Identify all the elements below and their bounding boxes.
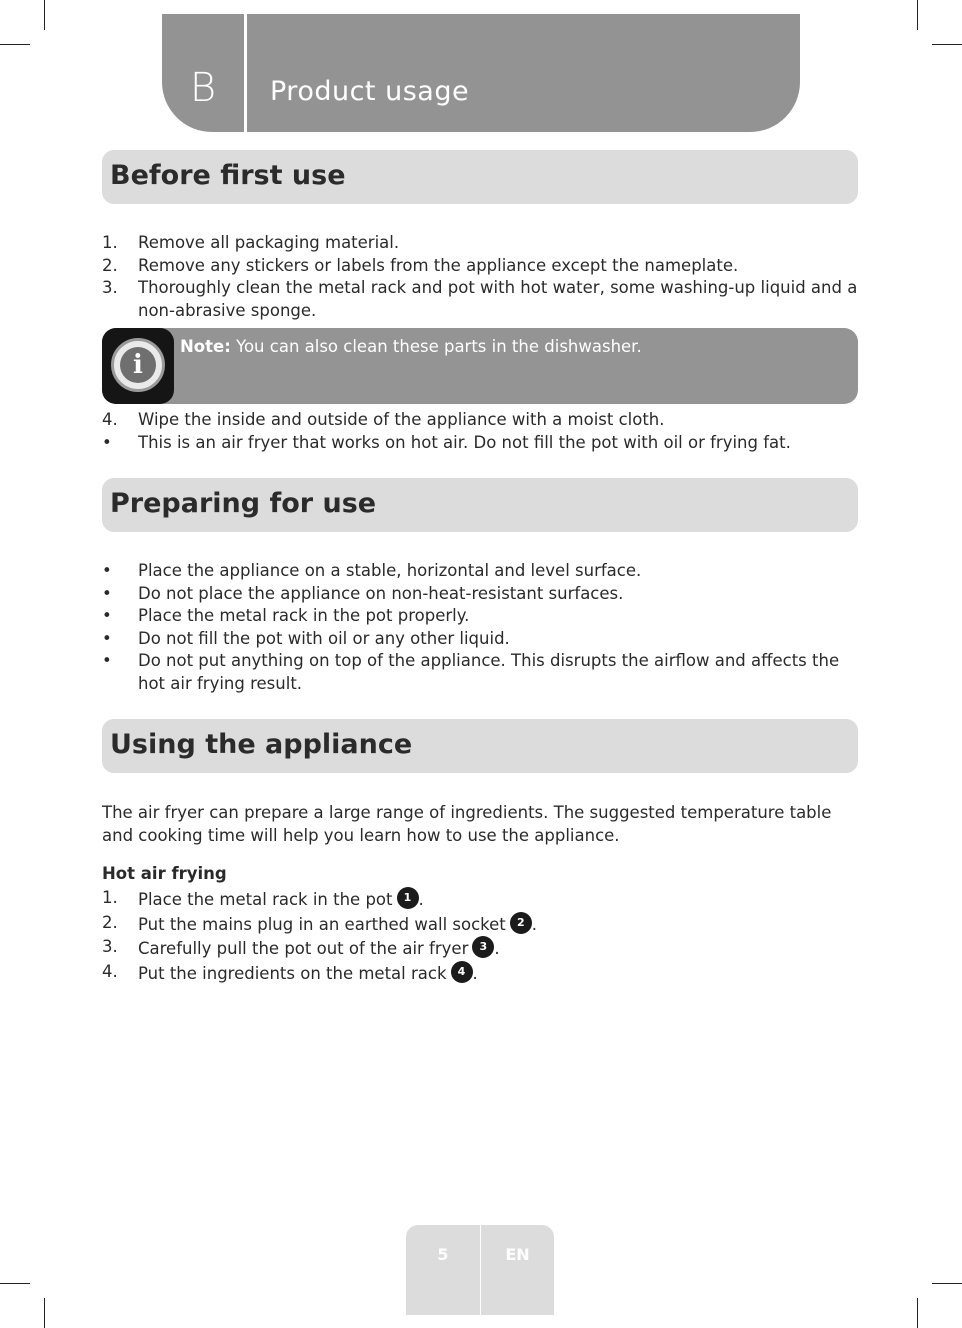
list-text: Put the ingredients on the metal rack [138,963,447,983]
list-item [102,628,862,651]
language-code: EN [481,1225,554,1315]
list-text: Place the appliance on a stable, horizontal and level surface. [138,561,642,580]
chapter-header [162,14,800,132]
list-marker: 2. [102,255,118,275]
list-text: Do not place the appliance on non-heat-resistant surfaces. [138,583,624,603]
crop-mark [917,0,918,30]
list-text: Do not put anything on top of the appliance. This disrupts the airflow and affects the hot air frying result. [138,651,840,693]
list-text: Wipe the inside and outside of the appliance with a moist cloth. [138,410,665,429]
list-item [102,912,862,937]
section-preparing-for-use [102,478,858,532]
list-item [102,936,862,961]
list-item [102,650,862,695]
list-item [102,277,862,322]
list-marker: 3. [102,278,118,297]
crop-mark [917,1298,918,1328]
info-glyph: i [120,347,156,383]
step-badge: 4 [451,961,473,983]
list-marker: • [102,628,112,648]
section-title: Preparing for use [110,488,377,519]
list-text: Put the mains plug in an earthed wall socket [138,914,506,934]
list-marker: 4. [102,961,118,981]
before-first-use-steps-continued [102,409,862,454]
crop-mark [44,0,45,30]
preparing-for-use-list [102,560,862,695]
list-marker: • [102,651,112,670]
step-badge: 2 [510,912,532,934]
list-marker: 3. [102,937,118,956]
note-text [180,337,642,356]
crop-mark [0,1283,30,1284]
list-end: . [418,890,424,909]
list-text: Thoroughly clean the metal rack and pot with hot water, some washing-up liquid and a non-abrasive sponge. [138,278,858,320]
crop-mark [932,1283,962,1284]
list-item [102,961,862,986]
before-first-use-steps [102,232,862,322]
list-text: Remove any stickers or labels from the appliance except the nameplate. [138,255,739,275]
list-end: . [531,914,538,934]
list-item [102,583,862,606]
crop-mark [0,44,30,45]
list-item [102,887,862,912]
info-icon [102,328,174,404]
list-marker: 1. [102,888,118,907]
list-text: Place the metal rack in the pot properly. [138,606,470,625]
list-item [102,409,862,432]
chapter-letter: B [189,65,217,111]
chapter-title: Product usage [270,76,470,107]
section-title: Using the appliance [110,729,413,760]
list-marker: 1. [102,233,118,252]
crop-mark [44,1298,45,1328]
list-item [102,432,862,455]
list-text: Place the metal rack in the pot [138,890,393,909]
step-badge: 1 [397,887,419,909]
section-title: Before first use [110,160,346,191]
list-text: This is an air fryer that works on hot air. Do not fill the pot with oil or frying fat. [138,432,791,452]
list-marker: • [102,583,112,603]
list-item [102,255,862,278]
list-text: Do not fill the pot with oil or any other liquid. [138,628,510,648]
intro-paragraph: The air fryer can prepare a large range of ingredients. The suggested temperature table and cooking time will help you learn how to use the appliance. [102,803,832,845]
list-item [102,232,862,255]
list-marker: • [102,606,112,625]
hot-air-frying-steps [102,887,862,985]
list-end: . [472,963,478,983]
page-number: 5 [406,1225,480,1315]
subheading: Hot air frying [102,864,227,883]
section-using-the-appliance [102,719,858,773]
list-end: . [494,939,500,958]
list-item [102,605,862,628]
list-item [102,560,862,583]
list-text: Carefully pull the pot out of the air fryer [138,939,469,958]
list-marker: 2. [102,912,118,932]
chapter-divider [244,14,247,132]
list-text: Remove all packaging material. [138,233,400,252]
crop-mark [932,44,962,45]
note-body: You can also clean these parts in the dishwasher. [230,337,642,356]
section-before-first-use [102,150,858,204]
list-marker: 4. [102,410,118,429]
note-label: Note: [180,337,231,356]
list-marker: • [102,432,112,452]
list-marker: • [102,561,112,580]
step-badge: 3 [472,936,494,958]
note-box [102,328,858,404]
